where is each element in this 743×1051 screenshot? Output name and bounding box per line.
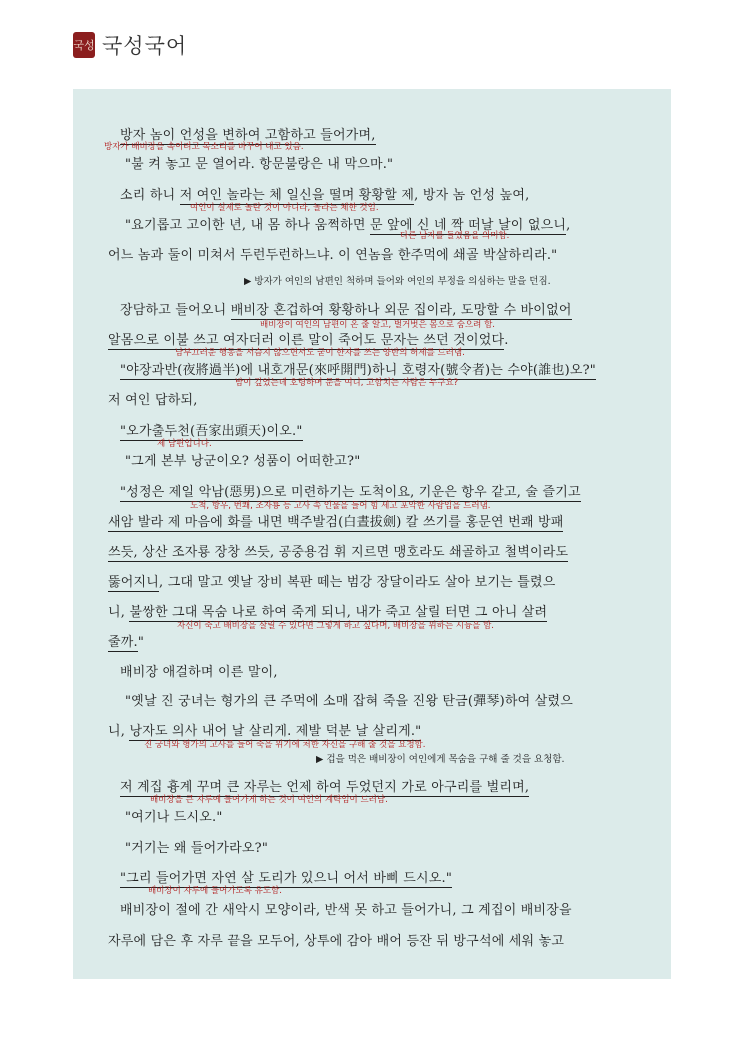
summary-note: ▶ 방자가 여인의 남편인 척하며 들어와 여인의 부정을 의심하는 말을 던짐.	[244, 276, 551, 287]
annotation: 도척, 항우, 번쾌, 조자룡 등 고사 속 인물을 들어 힘 세고 포악한 사람임을 드러냄.	[190, 501, 491, 511]
text-line: 뚫어지니, 그대 말고 옛날 장비 복판 떼는 범강 장달이라도 살아 보기는 틀렸으	[108, 575, 556, 590]
text-line: 저 여인 답하되,	[108, 393, 198, 408]
text-line: 방자 놈이 언성을 변하여 고함하고 들어가며,	[120, 128, 376, 143]
text-line: 새암 발라 제 마음에 화를 내면 백주발검(白晝拔劍) 칼 쓰기를 홍문연 번쾌 방패	[108, 515, 564, 530]
annotation: 자신이 죽고 배비장을 살릴 수 있다면 그렇게 하고 싶다며, 배비장을 위하는 시늉을 함.	[177, 621, 495, 631]
text-line: 배비장이 절에 간 새악시 모양이라, 반색 못 하고 들어가니, 그 계집이 배비장을	[120, 903, 572, 918]
text-line: "야장과반(夜將過半)에 내호개문(來呼開門)하니 호령자(號令者)는 수야(誰也)오?"	[120, 363, 596, 378]
logo	[73, 30, 187, 60]
annotation: 제 남편입니다.	[157, 439, 212, 449]
summary-note: ▶ 겁을 먹은 배비장이 여인에게 목숨을 구해 줄 것을 요청함.	[316, 754, 565, 765]
annotation: 배비장이 자루에 들어가도록 유도함.	[148, 886, 282, 896]
text-line: "그게 본부 낭군이오? 성품이 어떠한고?"	[125, 454, 361, 469]
logo-mark-icon: 국성	[73, 32, 95, 58]
text-line: 니, 낭자도 의사 내어 날 살리게. 제발 덕분 날 살리게."	[108, 724, 422, 739]
annotation: 밤이 깊었는데 호령하며 문을 여니, 고함치는 사람은 누구요?	[235, 378, 459, 388]
text-line: "오가출두천(吾家出頭天)이오."	[120, 424, 303, 439]
text-line: 소리 하니 저 여인 놀라는 체 일신을 떨며 황황할 제, 방자 놈 언성 높여,	[120, 188, 530, 203]
text-line: 저 계집 흉계 꾸며 큰 자루는 언제 하여 두었던지 가로 아구리를 벌리며,	[120, 780, 530, 795]
text-line: "그리 들어가면 자연 살 도리가 있으니 어서 바삐 드시오."	[120, 871, 453, 886]
annotation: 진 궁녀와 형가의 고사를 들어 죽을 위기에 처한 자신을 구해 줄 것을 요청함.	[144, 740, 426, 750]
text-line: "거기는 왜 들어가라오?"	[125, 841, 269, 856]
annotation: 남부끄러운 행동을 서슴지 않으면서도 굳이 한자를 쓰는 양반의 허세를 드러냄.	[175, 348, 465, 358]
text-line: "옛날 진 궁녀는 형가의 큰 주먹에 소매 잡혀 죽을 진왕 탄금(彈琴)하여 살렸으	[125, 694, 574, 709]
text-line: "요기롭고 고이한 년, 내 몸 하나 움쩍하면 문 앞에 신 네 짝 떠날 날이 없으니,	[125, 218, 571, 233]
text-line: 장담하고 들어오니 배비장 혼겁하여 황황하나 외문 집이라, 도망할 수 바이없어	[120, 303, 572, 318]
annotation: 방자가 배비장을 속이려고 목소리를 바꾸어 내고 있음.	[104, 142, 304, 152]
text-line: "불 켜 놓고 문 열어라. 항문불랑은 내 막으마."	[125, 157, 394, 172]
annotation: 배비장이 여인의 남편이 온 줄 알고, 벌거벗은 몸으로 숨으려 함.	[260, 320, 495, 330]
annotation: 배비장을 큰 자루에 들어가게 하는 것이 여인의 계략임이 드러남.	[150, 795, 388, 805]
text-line: 쓰듯, 상산 조자룡 장창 쓰듯, 공중용검 휘 지르면 맹호라도 쇄골하고 철벽이라도	[108, 545, 569, 560]
text-line: "여기나 드시오."	[125, 810, 223, 825]
text-line: 어느 놈과 둘이 미쳐서 두런두런하느냐. 이 연놈을 한주먹에 쇄골 박살하리라."	[108, 248, 558, 263]
text-line: 자루에 담은 후 자루 끝을 모두어, 상투에 감아 배어 등잔 뒤 방구석에 세워 놓고	[108, 934, 565, 949]
text-line: 배비장 애걸하며 이른 말이,	[120, 665, 278, 680]
text-line: "성정은 제일 악남(惡男)으로 미련하기는 도척이요, 기운은 항우 같고, 술 즐기고	[120, 485, 581, 500]
logo-text: 국성국어	[102, 34, 188, 58]
annotation: 다른 남자를 들였음을 의미함.	[400, 231, 510, 241]
text-line: 알몸으로 이불 쓰고 여자더러 이른 말이 죽어도 문자는 쓰던 것이었다.	[108, 333, 509, 348]
text-line: 줄까."	[108, 635, 145, 650]
annotation: 여인이 실제로 놀란 것이 아니라, 놀라는 체한 것임.	[190, 203, 379, 213]
text-line: 니, 불쌍한 그대 목숨 나로 하여 죽게 되니, 내가 죽고 살릴 터면 그 아니 살려	[108, 605, 548, 620]
